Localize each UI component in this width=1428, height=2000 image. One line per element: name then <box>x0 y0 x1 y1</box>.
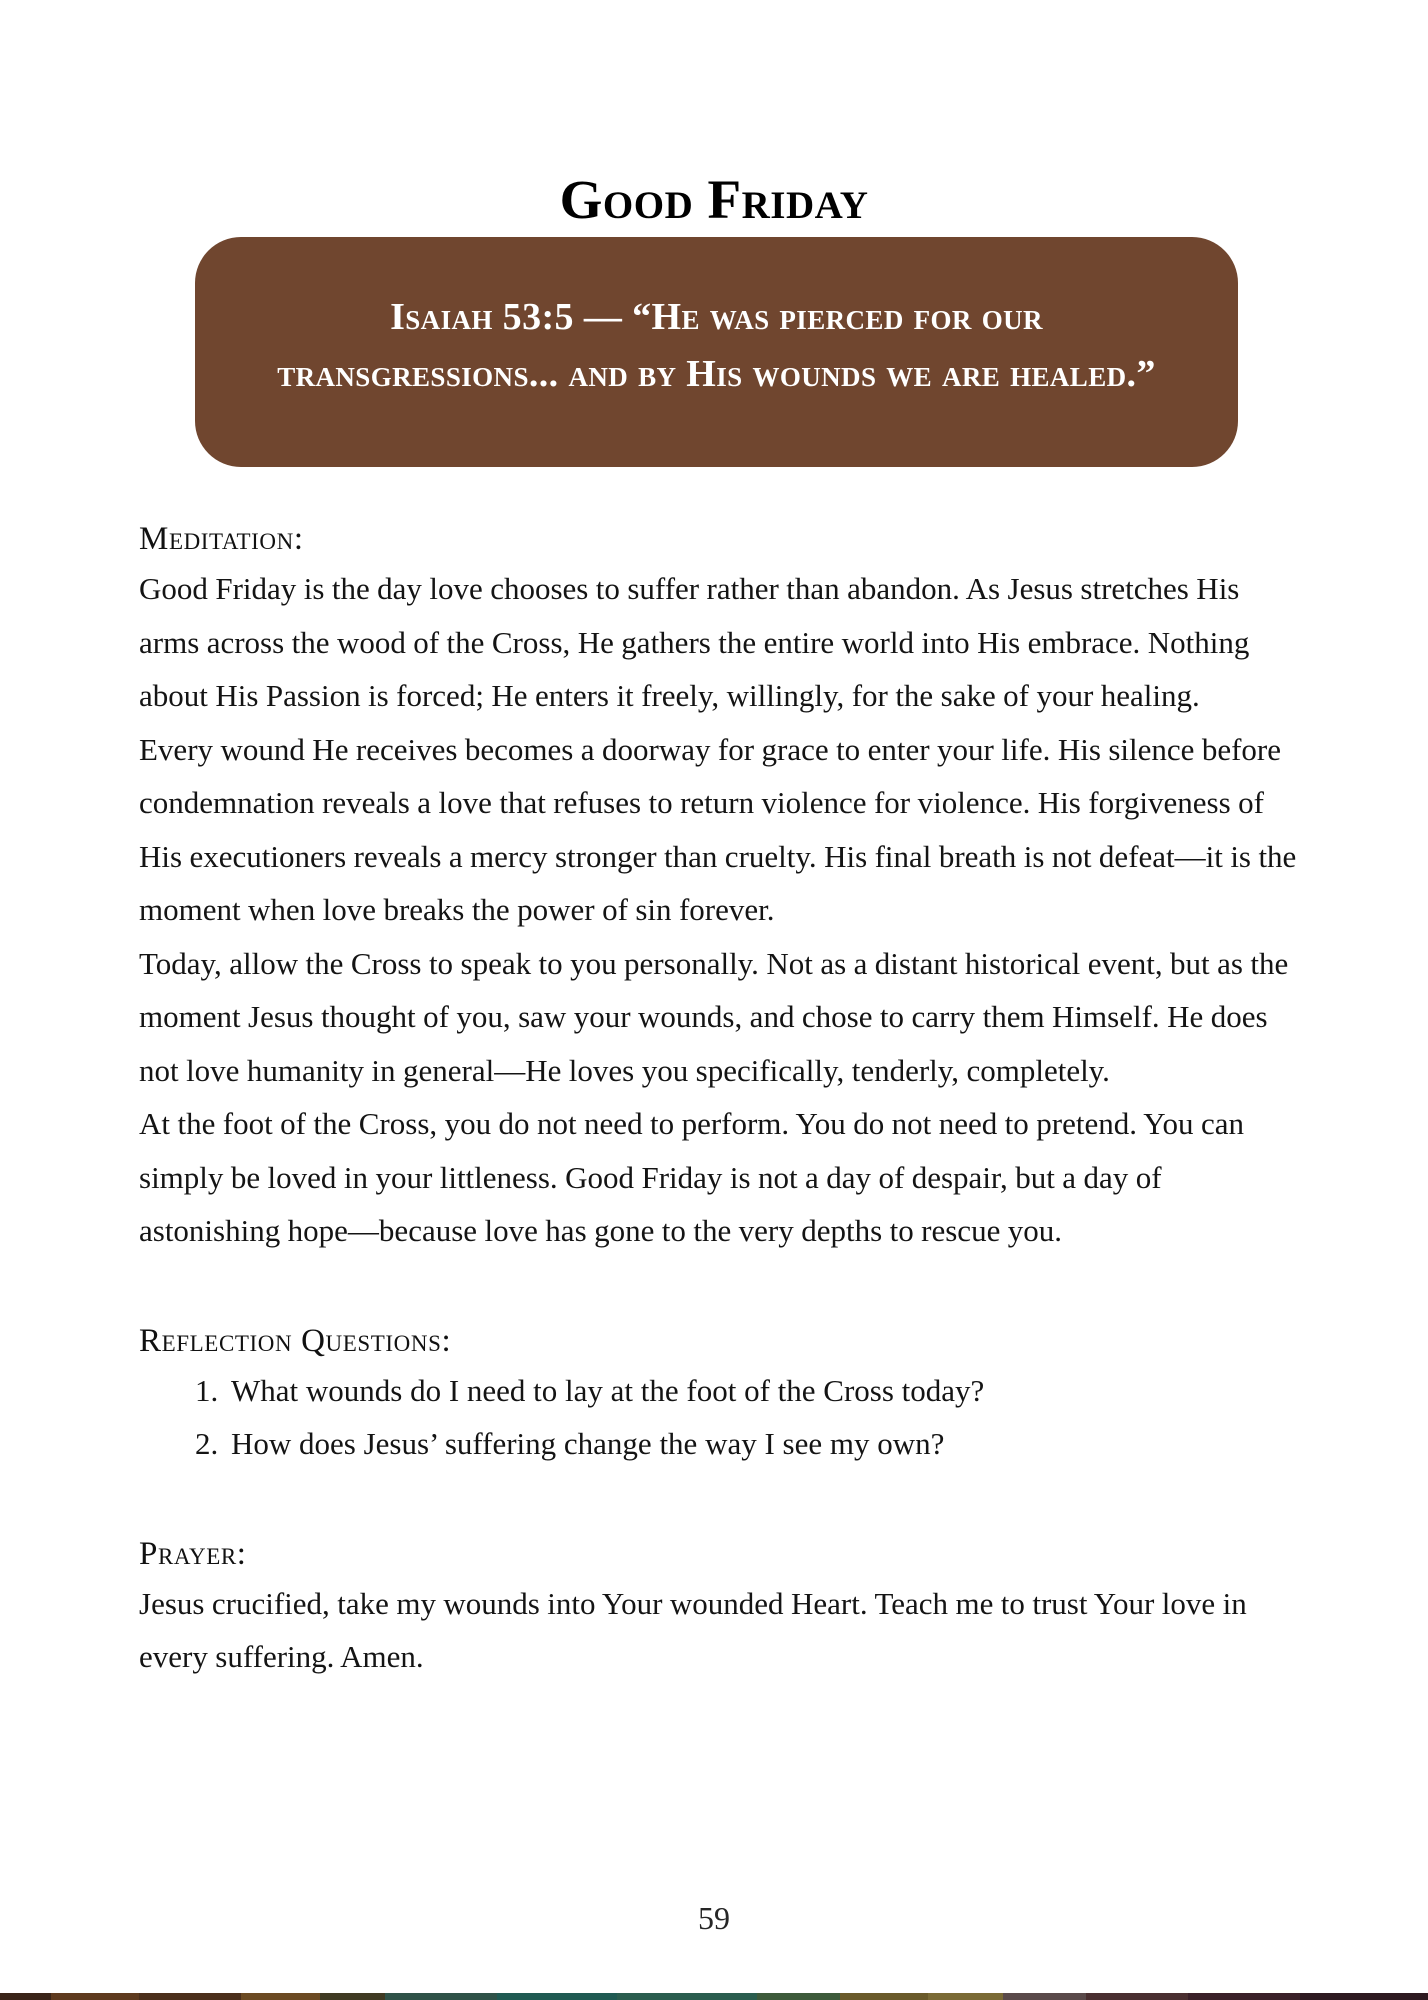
edge-strip-segment <box>320 1993 385 2000</box>
edge-strip-segment <box>139 1993 241 2000</box>
reflection-questions-list <box>139 1364 1299 1471</box>
edge-strip-segment <box>0 1993 51 2000</box>
next-page-edge-strip <box>0 1993 1428 2000</box>
edge-strip-segment <box>617 1993 756 2000</box>
page-content <box>139 516 1299 1684</box>
edge-strip-segment <box>1188 1993 1299 2000</box>
reflection-questions-heading: Reflection Questions: <box>139 1322 452 1359</box>
section-spacer <box>139 1258 1299 1318</box>
scripture-banner <box>195 237 1238 467</box>
prayer-heading: Prayer: <box>139 1535 247 1572</box>
page-title: Good Friday <box>559 168 869 230</box>
edge-strip-segment <box>51 1993 139 2000</box>
meditation-paragraph-4: At the foot of the Cross, you do not need to perform. You do not need to pretend. You can simply be loved in your littleness. Good Friday is not a day of despair, but a day of astonishing hope—because love has gone to the very depths to rescue you. <box>139 1106 1245 1248</box>
edge-strip-segment <box>757 1993 841 2000</box>
page-number: 59 <box>698 1900 730 1936</box>
meditation-heading: Meditation: <box>139 521 304 557</box>
edge-strip-segment <box>241 1993 320 2000</box>
edge-strip-segment <box>385 1993 496 2000</box>
scripture-verse-text: Isaiah 53:5 — “He was pierced for our transgressions... and by His wounds we are healed.” <box>277 296 1156 395</box>
meditation-paragraph-2: Every wound He receives becomes a doorway for grace to enter your life. His silence before condemnation reveals a love that refuses to return violence for violence. His forgiveness of His executioners reveals a mercy stronger than cruelty. His final breath is not defeat—it is the moment when love breaks the power of sin forever. <box>139 731 1297 927</box>
meditation-paragraph-1: Good Friday is the day love chooses to suffer rather than abandon. As Jesus stretches His arms across the wood of the Cross, He gathers the entire world into His embrace. Nothing about His Passion is forced; He enters it freely, willingly, for the sake of your healing. <box>139 571 1250 713</box>
meditation-paragraph-3: Today, allow the Cross to speak to you personally. Not as a distant historical event, but as the moment Jesus thought of you, saw your wounds, and chose to carry them Himself. He does not love humanity in general—He loves you specifically, tenderly, completely. <box>139 945 1289 1088</box>
edge-strip-segment <box>928 1993 1002 2000</box>
edge-strip-segment <box>1300 1993 1428 2000</box>
reflection-question-item: How does Jesus’ suffering change the way I see my own? <box>231 1426 945 1461</box>
edge-strip-segment <box>497 1993 618 2000</box>
edge-strip-segment <box>1003 1993 1087 2000</box>
reflection-question-item: What wounds do I need to lay at the foot of the Cross today? <box>231 1372 985 1408</box>
section-spacer <box>139 1471 1299 1531</box>
prayer-text: Jesus crucified, take my wounds into Your wounded Heart. Teach me to trust Your love in every suffering. Amen. <box>139 1585 1247 1674</box>
edge-strip-segment <box>840 1993 928 2000</box>
edge-strip-segment <box>1086 1993 1188 2000</box>
